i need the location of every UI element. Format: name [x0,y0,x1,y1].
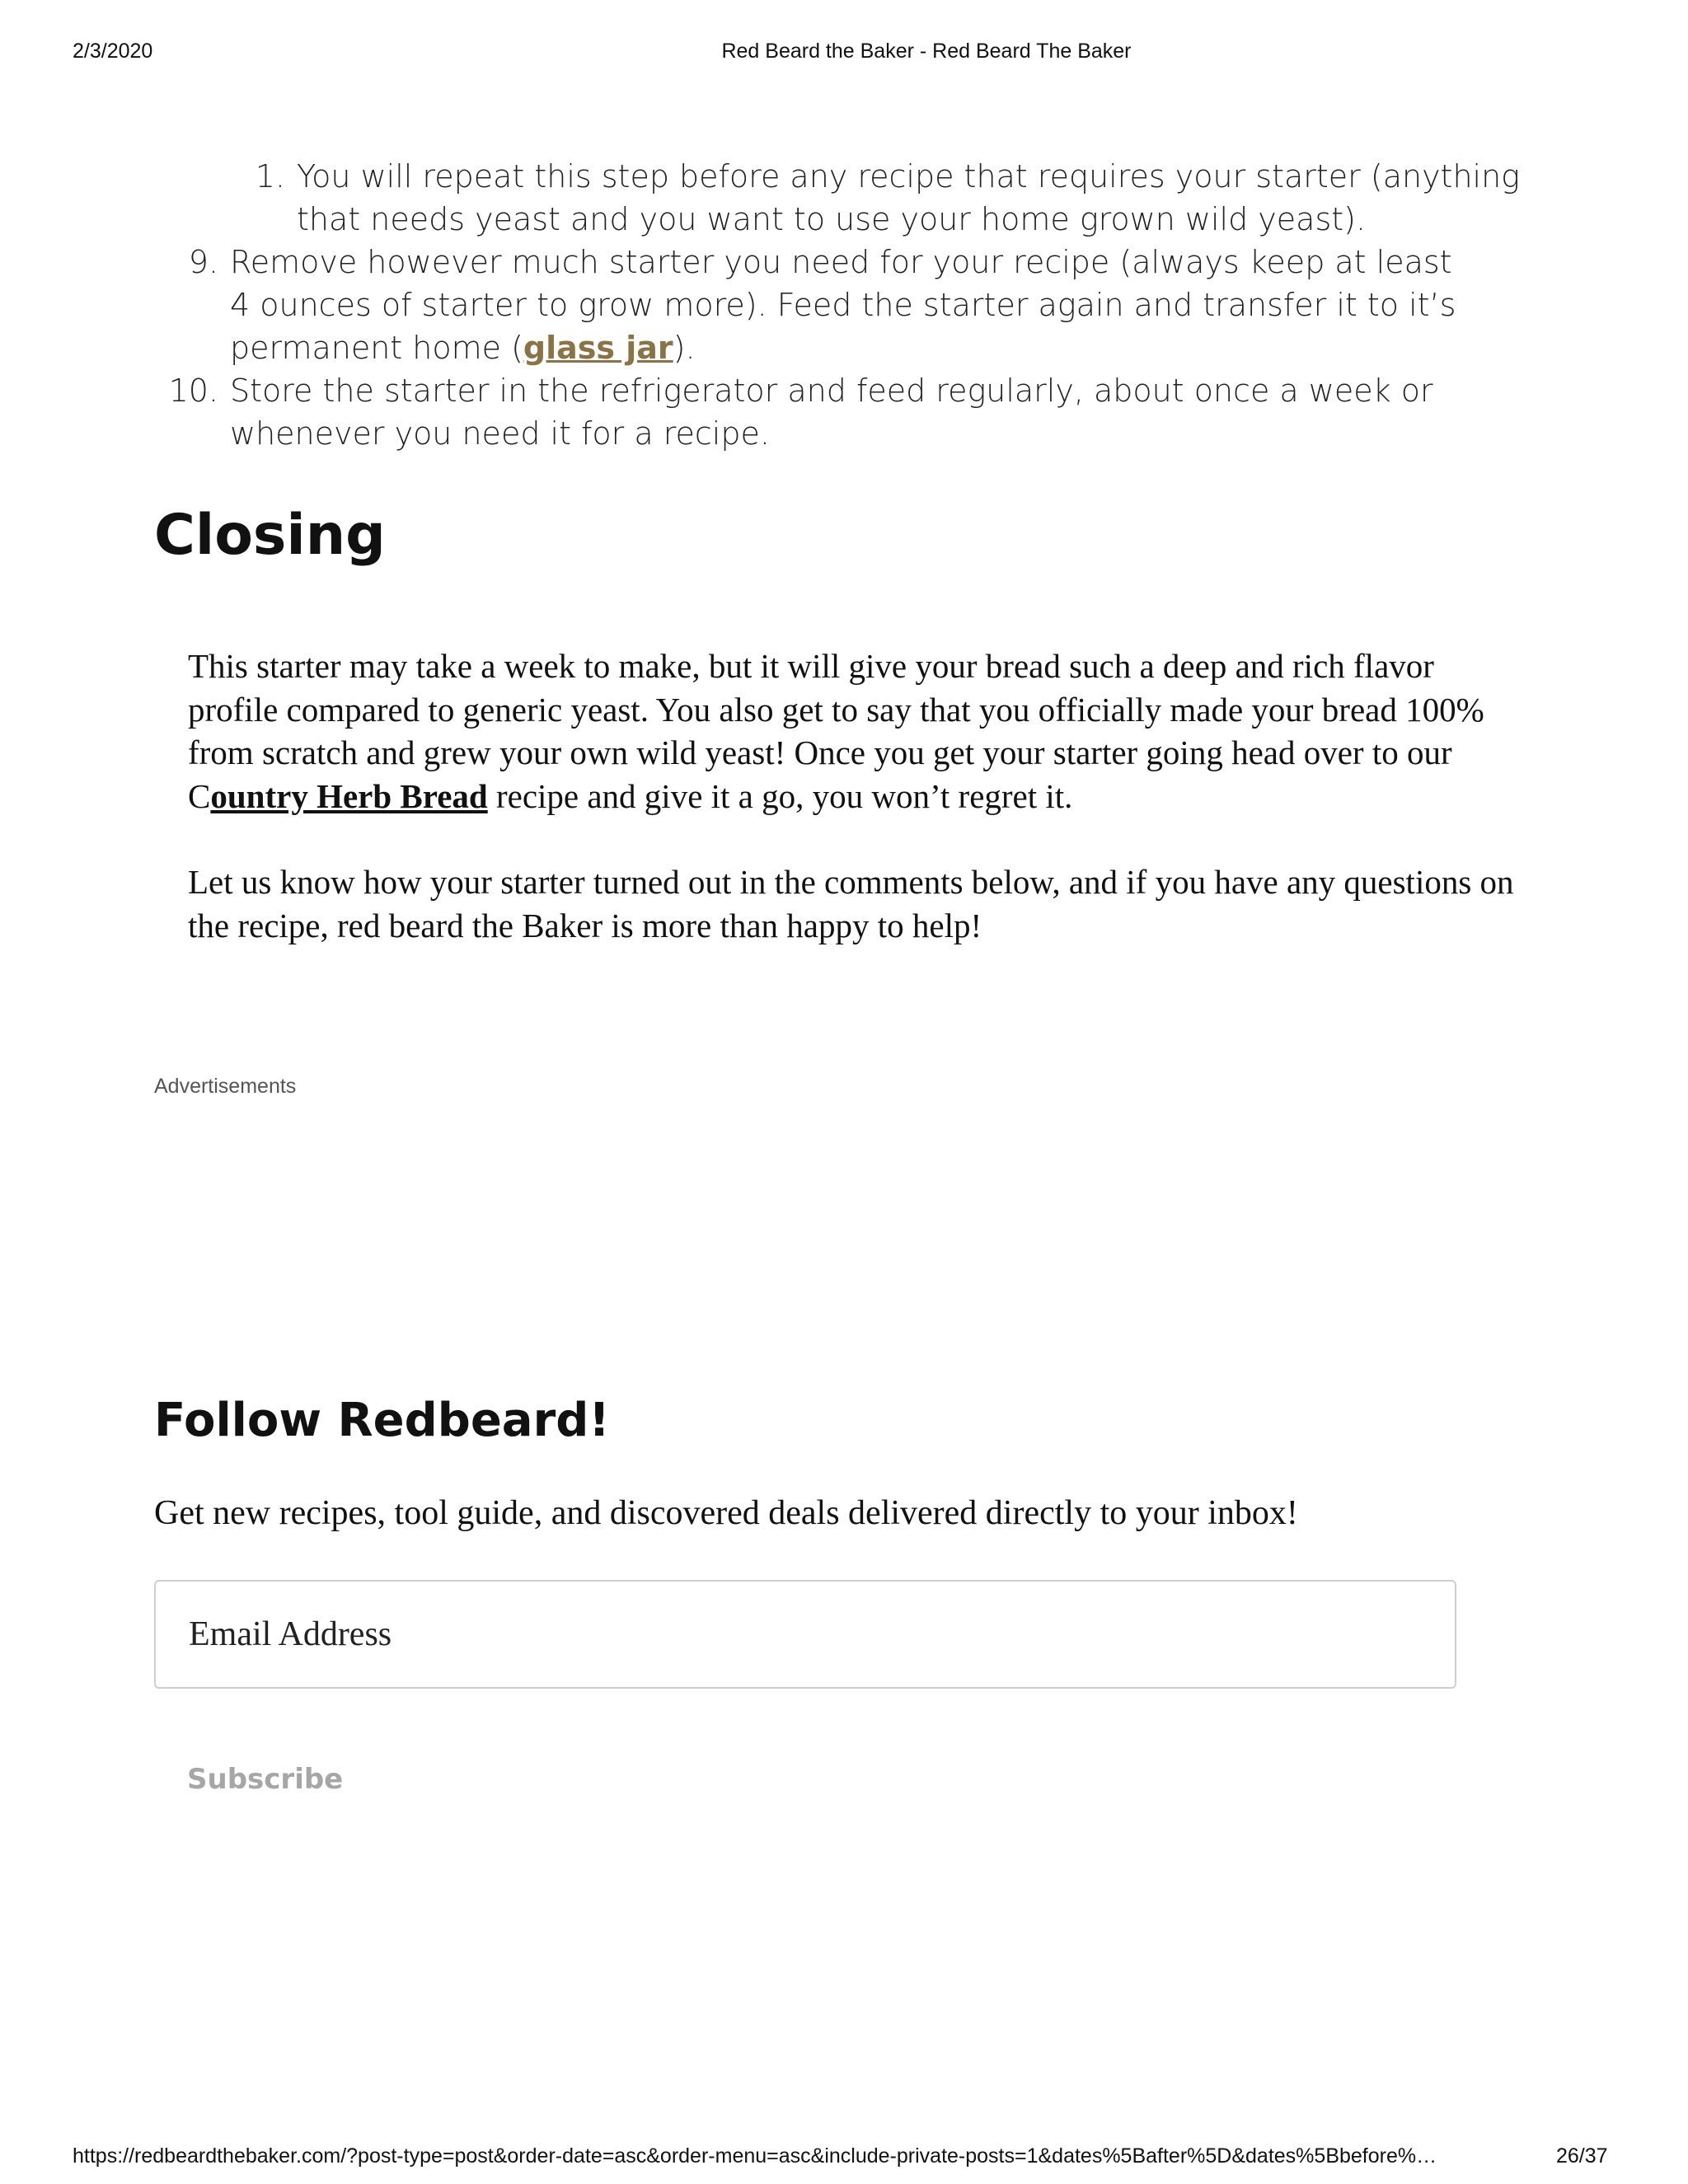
list-item-text: Store the starter in the refrigerator and feed regularly, about once a week or whenever you need it for a recipe. [230,373,1433,452]
list-item-step-9 [169,241,1463,369]
closing-text [188,644,1523,947]
print-url: https://redbeardthebaker.com/?post-type=post&order-date=asc&order-menu=asc&include-private-posts=1&dates%5Bafter%5D&dates%5Bbefore%… [73,2144,1437,2168]
country-herb-bread-link[interactable]: ountry Herb Bread [210,776,488,815]
list-item-number: 1. [255,158,285,194]
list-item-text: You will repeat this step before any recipe that requires your starter (anything that needs yeast and you want to use your home grown wild yeast). [297,158,1520,237]
list-item-number: 10. [168,373,218,409]
advertisements-label: Advertisements [154,1075,297,1098]
page-number: 26/37 [1556,2144,1608,2168]
print-header [0,40,1688,68]
list-item-text [230,241,1463,369]
subscribe-button[interactable]: Subscribe [154,1750,344,1808]
closing-text-before-link: This starter may take a week to make, but it will give your bread such a deep and rich flavor profile compared to generic yeast. You also get to say that you officially made your bread 100% from scratch and grew your own wild yeast! Once you get your starter going head over to our C [188,647,1484,815]
step-9-text-after: ). [673,330,696,366]
closing-paragraph-2: Let us know how your starter turned out in the comments below, and if you have any questions on the recipe, red beard the Baker is more than happy to help! [188,863,1514,944]
list-item-step-10 [157,369,1550,455]
print-date: 2/3/2020 [73,40,153,63]
follow-heading: Follow Redbeard! [154,1394,610,1447]
print-page-title: Red Beard the Baker - Red Beard The Baker [721,40,1132,63]
follow-description: Get new recipes, tool guide, and discovered deals delivered directly to your inbox! [154,1494,1298,1532]
list-item-sub-step [239,155,1550,241]
closing-paragraph-1 [188,644,1523,818]
email-field[interactable] [154,1580,1456,1689]
closing-text-after-link: recipe and give it a go, you won’t regret it. [487,776,1073,815]
glass-jar-link[interactable]: glass jar [523,330,673,366]
step-9-text-before: Remove however much starter you need for your recipe (always keep at least 4 ounces of starter to grow more). Feed the starter again and transfer it to it’s permanent home ( [230,244,1456,366]
list-item-number: 9. [188,244,218,280]
closing-heading: Closing [154,503,386,568]
print-footer [0,2144,1688,2172]
